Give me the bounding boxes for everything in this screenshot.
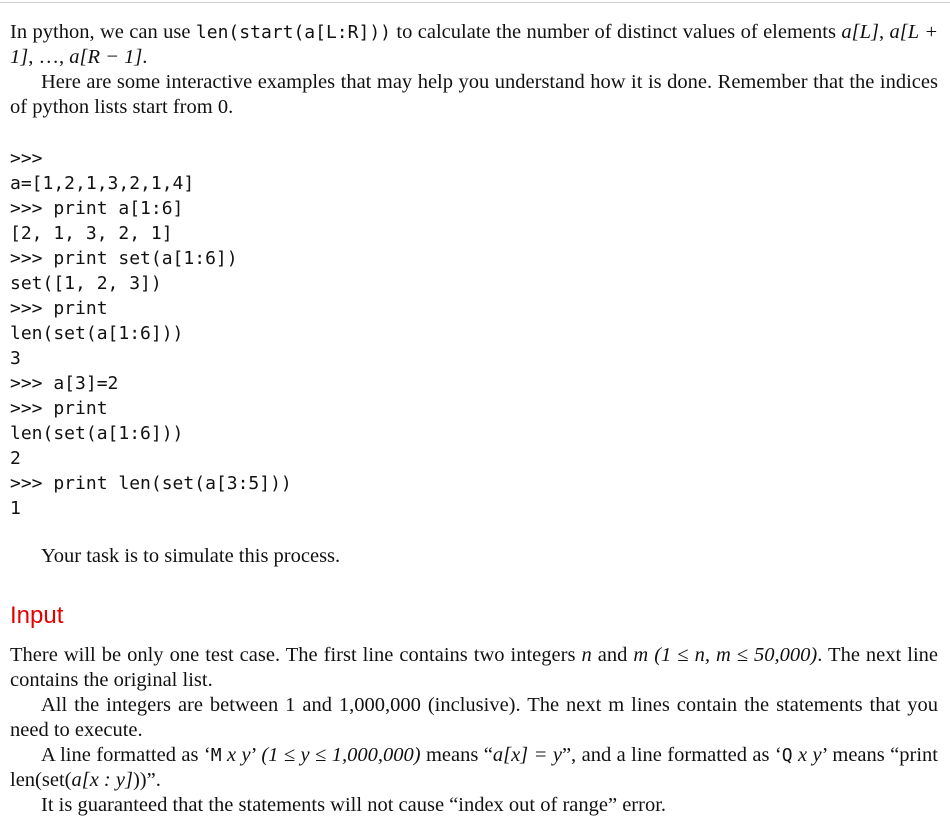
math-x-y: x y: [792, 744, 822, 766]
code-Q: Q: [781, 745, 793, 766]
input-text: ’: [250, 744, 262, 766]
intro-text: In python, we can use: [10, 21, 196, 43]
input-text: There will be only one test case. The first line contains two integers: [10, 644, 582, 666]
console-line: 1: [10, 498, 21, 519]
console-line: >>> print: [10, 298, 108, 319]
console-line: >>>: [10, 148, 43, 169]
console-line: >>> print set(a[1:6]): [10, 248, 238, 269]
input-section-title: Input: [10, 602, 64, 629]
math-m: m: [633, 644, 649, 666]
input-paragraph-2: All the integers are between 1 and 1,000,000 (inclusive). The next m lines contain the statements that you need to execute.: [10, 694, 938, 741]
math-a-L: a[L]: [841, 21, 879, 43]
input-text: and: [591, 644, 634, 666]
input-paragraph-1: [10, 643, 938, 693]
console-line: len(set(a[1:6])): [10, 423, 184, 444]
console-line: set([1, 2, 3]): [10, 273, 162, 294]
constraint-y: (1 ≤ y ≤ 1,000,000): [261, 744, 421, 766]
ellipsis: , …,: [28, 46, 70, 68]
console-line: len(set(a[1:6])): [10, 323, 184, 344]
math-a-L-plus-1: a[L + 1]: [10, 21, 939, 68]
python-console-example: [10, 146, 938, 521]
problem-statement: [10, 20, 938, 818]
inline-code-len-start: len(start(a[L:R])): [195, 22, 391, 43]
examples-note: Here are some interactive examples that may help you understand how it is done. Remember that the indices of python lists start from 0.: [10, 71, 938, 118]
console-line: [2, 1, 3, 2, 1]: [10, 223, 173, 244]
separator: ,: [878, 21, 890, 43]
period: .: [142, 46, 148, 68]
input-text: . The next line contains the original list.: [10, 644, 938, 691]
console-line: >>> a[3]=2: [10, 373, 119, 394]
intro-paragraph: [10, 20, 938, 70]
console-line: 2: [10, 448, 21, 469]
code-M: M: [210, 745, 222, 766]
math-a-R-minus-1: a[R − 1]: [69, 46, 143, 68]
console-line: 3: [10, 348, 21, 369]
input-text: ’ means “print len(set(: [10, 744, 938, 791]
intro-text-continued: to calculate the number of distinct values of elements: [391, 21, 842, 43]
input-paragraph-4: It is guaranteed that the statements will not cause “index out of range” error.: [41, 794, 667, 816]
console-line: >>> print: [10, 398, 108, 419]
input-text: ”, and a line formatted as ‘: [561, 744, 782, 766]
top-divider: [0, 2, 950, 3]
input-text: means “: [420, 744, 493, 766]
console-line: >>> print a[1:6]: [10, 198, 184, 219]
input-paragraph-3: [10, 743, 938, 793]
task-statement: Your task is to simulate this process.: [41, 545, 341, 567]
console-line: >>> print len(set(a[3:5])): [10, 473, 292, 494]
input-text: ))”.: [132, 769, 161, 791]
input-text: A line formatted as ‘: [41, 744, 211, 766]
constraint-n-m: (1 ≤ n, m ≤ 50,000): [648, 644, 818, 666]
math-x-y: x y: [221, 744, 251, 766]
console-line: a=[1,2,1,3,2,1,4]: [10, 173, 195, 194]
math-n: n: [581, 644, 592, 666]
math-slice: a[x : y]: [71, 769, 133, 791]
math-assignment: a[x] = y: [492, 744, 562, 766]
